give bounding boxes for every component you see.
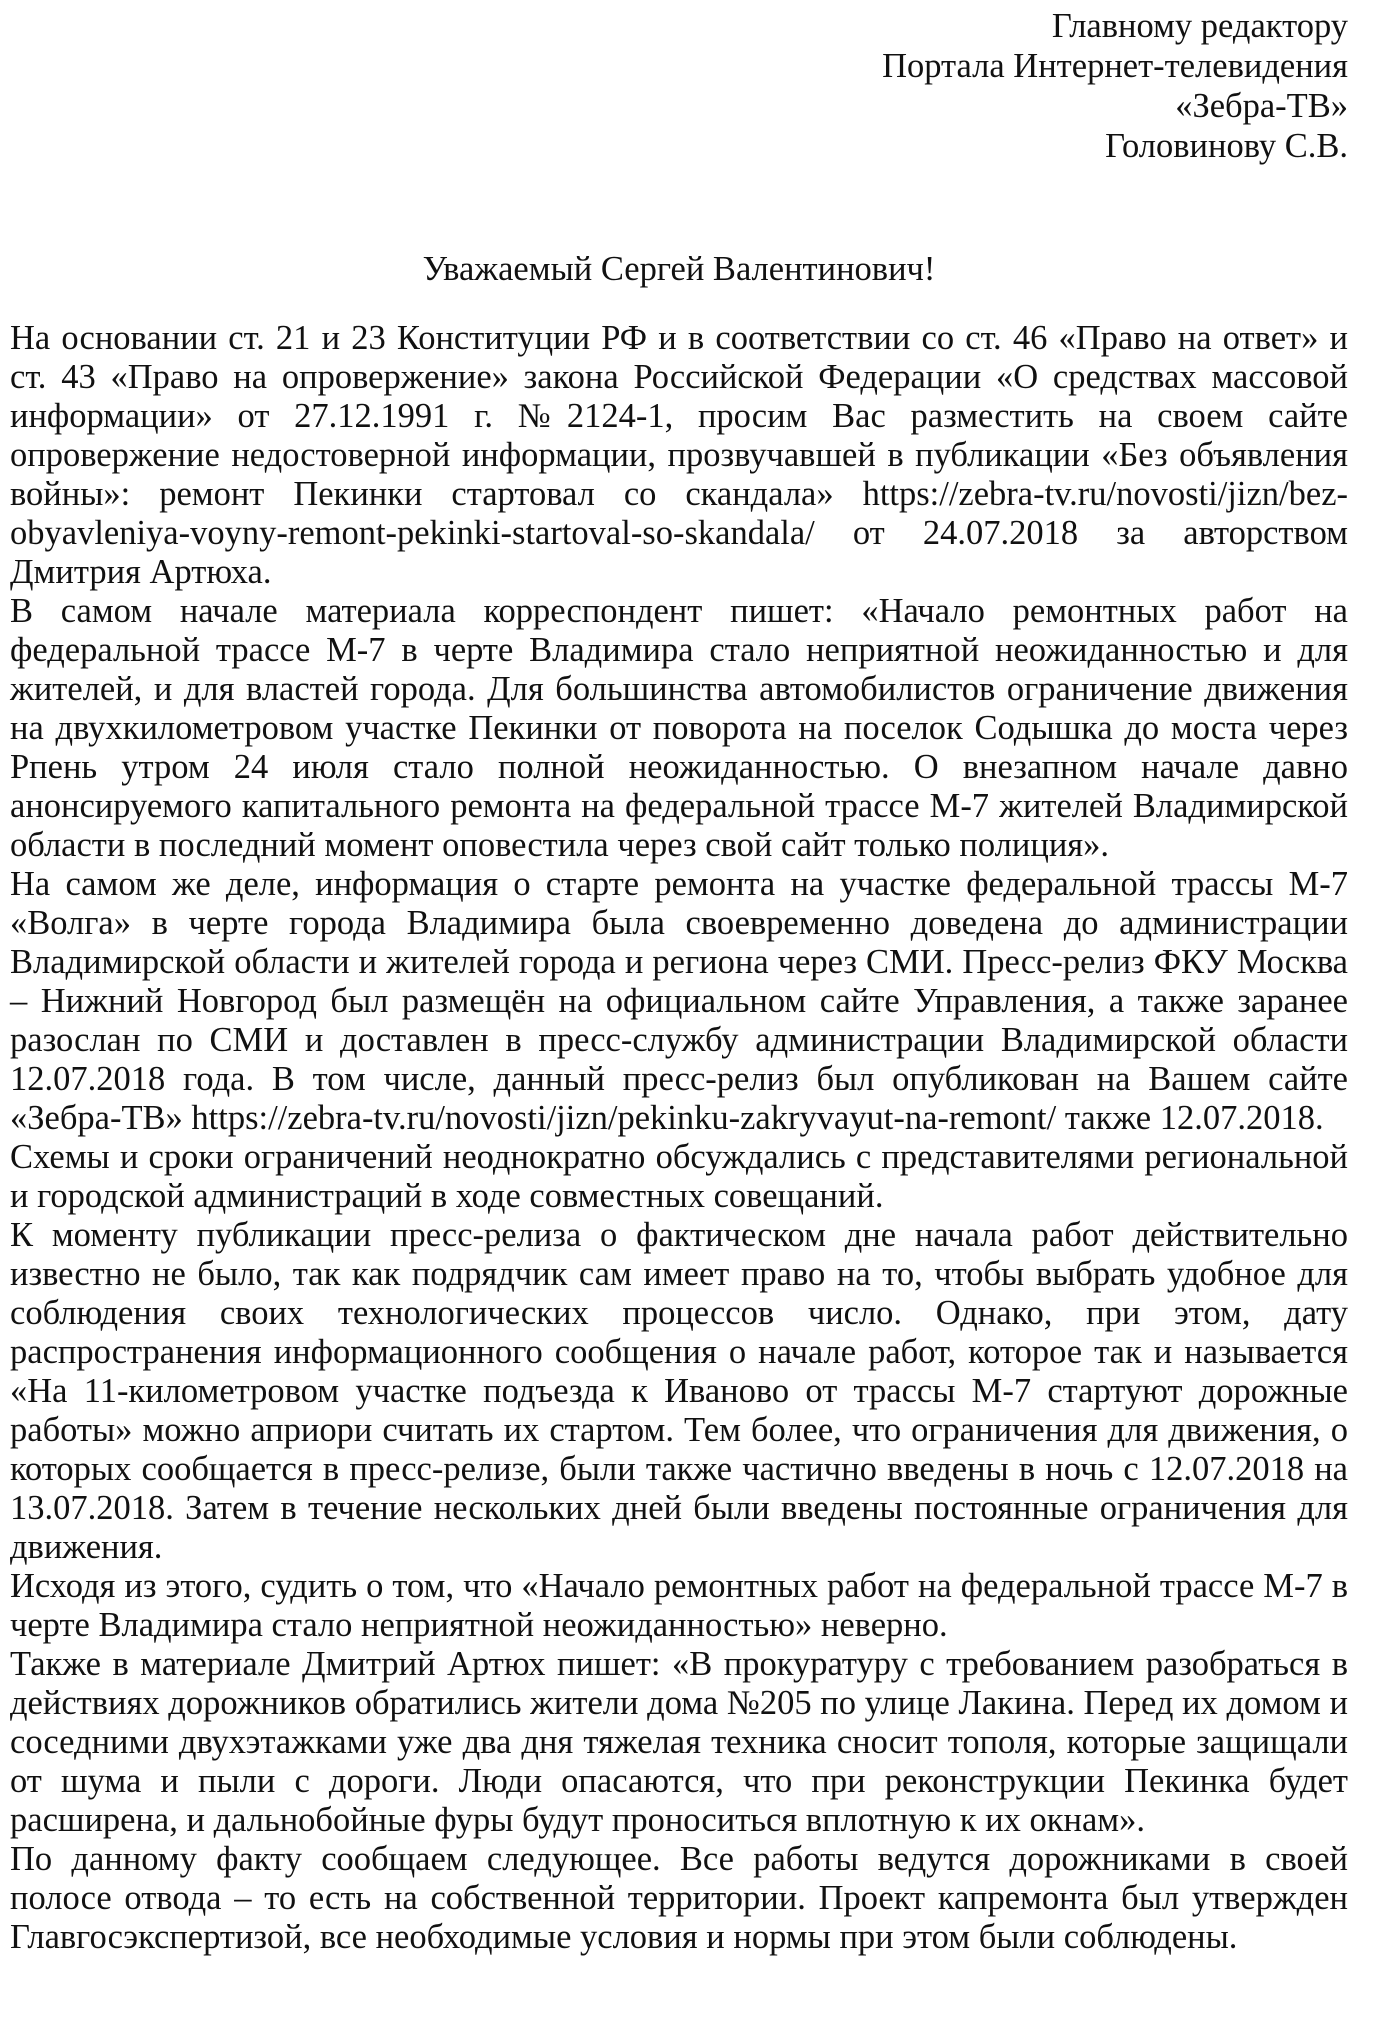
paragraph-7: Также в материале Дмитрий Артюх пишет: «В прокуратуру с требованием разобраться в действиях дорожников обратились жители дома №205 по улице Лакина. Перед их домом и соседними двухэтажками уже два дня тяжелая техника сносит тополя, которые защищали от шума и пыли с дороги. Люди опасаются, что при реконструкции Пекинка будет расширена, и дальнобойные фуры будут проноситься вплотную к их окнам». (10, 1645, 1348, 1839)
paragraph-2: В самом начале материала корреспондент пишет: «Начало ремонтных работ на федеральной трассе М-7 в черте Владимира стало неприятной неожиданностью и для жителей, и для властей города. Для большинства автомобилистов ограничение движения на двухкилометровом участке Пекинки от поворота на поселок Содышка до моста через Рпень утром 24 июля стало полной неожиданностью. О внезапном начале давно анонсируемого капитального ремонта на федеральной трассе М-7 жителей Владимирской области в последний момент оповестила через свой сайт только полиция». (10, 592, 1348, 864)
addressee-line-2: Портала Интернет-телевидения (882, 47, 1348, 85)
paragraph-6: Исходя из этого, судить о том, что «Начало ремонтных работ на федеральной трассе М-7 в черте Владимира стало неприятной неожиданностью» неверно. (10, 1567, 1348, 1644)
addressee-line-1: Главному редактору (1051, 7, 1348, 45)
addressee-block (10, 6, 1348, 166)
paragraph-5: К моменту публикации пресс-релиза о фактическом дне начала работ действительно известно не было, так как подрядчик сам имеет право на то, чтобы выбрать удобное для соблюдения своих технологических процессов число. Однако, при этом, дату распространения информационного сообщения о начале работ, которое так и называется «На 11-километровом участке подъезда к Иваново от трассы М-7 стартуют дорожные работы» можно априори считать их стартом. Тем более, что ограничения для движения, о которых сообщается в пресс-релизе, были также частично введены в ночь с 12.07.2018 на 13.07.2018. Затем в течение нескольких дней были введены постоянные ограничения для движения. (10, 1216, 1348, 1566)
paragraph-1: На основании ст. 21 и 23 Конституции РФ и в соответствии со ст. 46 «Право на ответ» и ст. 43 «Право на опровержение» закона Российской Федерации «О средствах массовой информации» от 27.12.1991 г. №2124-1, просим Вас разместить на своем сайте опровержение недостоверной информации, прозвучавшей в публикации «Без объявления войны»: ремонт Пекинки стартовал со скандала» https://zebra-tv.ru/novosti/jizn/bez-obyavleniya-voyny-remont-pekinki-startoval-so-skandala/ от 24.07.2018 за авторством Дмитрия Артюха. (10, 319, 1348, 591)
paragraph-8: По данному факту сообщаем следующее. Все работы ведутся дорожниками в своей полосе отвода – то есть на собственной территории. Проект капремонта был утвержден Главгосэкспертизой, все необходимые условия и нормы при этом были соблюдены. (10, 1840, 1348, 1956)
addressee-line-3: «Зебра-ТВ» (1175, 87, 1348, 125)
letter-body (10, 319, 1348, 1957)
paragraph-3: На самом же деле, информация о старте ремонта на участке федеральной трассы М-7 «Волга» в черте города Владимира была своевременно доведена до администрации Владимирской области и жителей города и региона через СМИ. Пресс-релиз ФКУ Москва – Нижний Новгород был размещён на официальном сайте Управления, а также заранее разослан по СМИ и доставлен в пресс-службу администрации Владимирской области 12.07.2018 года. В том числе, данный пресс-релиз был опубликован на Вашем сайте «Зебра-ТВ» https://zebra-tv.ru/novosti/jizn/pekinku-zakryvayut-na-remont/ также 12.07.2018. (10, 865, 1348, 1137)
greeting: Уважаемый Сергей Валентинович! (422, 250, 936, 288)
addressee-line-4: Головинову С.В. (1105, 127, 1348, 165)
paragraph-4: Схемы и сроки ограничений неоднократно обсуждались с представителями региональной и городской администраций в ходе совместных совещаний. (10, 1138, 1348, 1215)
